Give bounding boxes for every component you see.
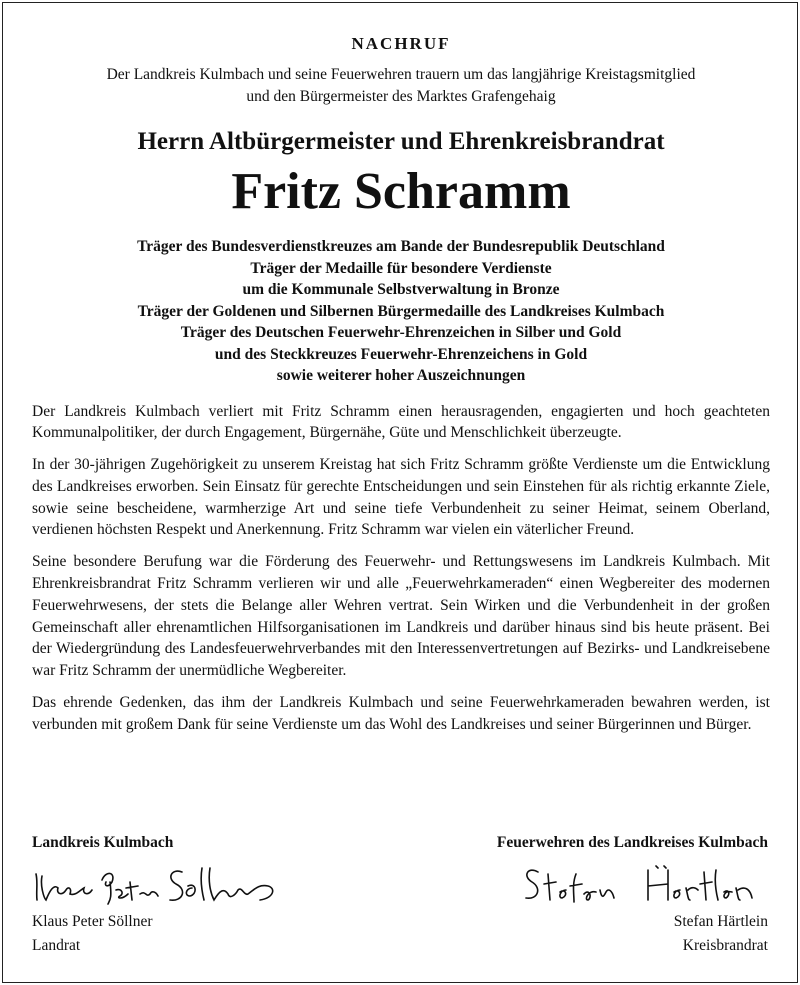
body-paragraph: In der 30-jährigen Zugehörigkeit zu unserem Kreistag hat sich Fritz Schramm größte Verdienste um die Entwicklung des Landkreises erworben. Sein Einsatz für gerechte Entscheidungen und sein Einstehen für als richtig erkannte Ziele, sowie seine bescheidene, warmherzige Art und seine tiefe Verbundenheit zu seiner Heimat, seinem Oberland, verdienen höchsten Respekt und Anerkennung. Fritz Schramm war vielen ein väterlicher Freund. xyxy=(32,456,770,539)
honor-line: Träger des Bundesverdienstkreuzes am Bande der Bundesrepublik Deutschland xyxy=(137,238,665,255)
signatory-left xyxy=(32,832,362,958)
body-paragraph: Das ehrende Gedenken, das ihm der Landkreis Kulmbach und seine Feuerwehrkameraden bewahren werden, ist verbunden mit großem Dank für seine Verdienste um das Wohl des Landkreises und seiner Bürgerinnen und Bürger. xyxy=(32,694,770,733)
honor-line: Träger des Deutschen Feuerwehr-Ehrenzeichen in Silber und Gold xyxy=(180,324,622,341)
page-heading: NACHRUF xyxy=(351,34,451,53)
signatory-name: Stefan Härtlein xyxy=(673,913,768,930)
signatory-name: Klaus Peter Söllner xyxy=(32,913,153,930)
signatory-right xyxy=(428,832,768,958)
signature-image-haertlein xyxy=(518,860,768,908)
obituary-body xyxy=(32,401,770,736)
signatory-org: Feuerwehren des Landkreises Kulmbach xyxy=(496,834,768,851)
signature-section xyxy=(32,832,768,972)
body-paragraph: Der Landkreis Kulmbach verliert mit Fritz Schramm einen herausragenden, engagierten und hoch geachteten Kommunalpolitiker, der durch Engagement, Bürgernähe, Güte und Menschlichkeit überzeugte. xyxy=(32,402,770,442)
honor-line: Träger der Goldenen und Silbernen Bürgermedaille des Landkreises Kulmbach xyxy=(137,302,665,320)
deceased-title: Herrn Altbürgermeister und Ehrenkreisbrandrat xyxy=(137,128,665,155)
honors-list xyxy=(32,236,770,387)
signatory-role: Landrat xyxy=(32,937,81,954)
intro-line: Der Landkreis Kulmbach und seine Feuerwehren trauern um das langjährige Kreistagsmitglied xyxy=(106,66,696,83)
honor-line: Träger der Medaille für besondere Verdienste xyxy=(250,259,552,277)
signature-label: Klaus Peter Söllner xyxy=(32,860,40,861)
signatory-role: Kreisbrandrat xyxy=(682,937,768,954)
body-paragraph: Seine besondere Berufung war die Förderung des Feuerwehr- und Rettungswesens im Landkreis Kulmbach. Mit Ehrenkreisbrandrat Fritz Schramm verlieren wir und alle „Feuerwehrkameraden“ einen Wegbereiter des modernen Feuerwehrwesens, der stets die Belange aller Wehren vertrat. Sein Wirken und die Verbundenheit in der großen Gemeinschaft aller ehrenamtlichen Hilfsorganisationen im Landkreis und darüber hinaus sind bis heute präsent. Bei der Wiedergründung des Landesfeuerwehrverbandes mit den Interessenvertretungen auf Bezirks- und Landkreisebene war Fritz Schramm der unermüdliche Wegbereiter. xyxy=(32,553,770,680)
intro-line: und den Bürgermeister des Marktes Grafengehaig xyxy=(246,88,556,105)
intro-text xyxy=(32,64,770,108)
signatory-org: Landkreis Kulmbach xyxy=(32,834,174,851)
honor-line: sowie weiterer hoher Auszeichnungen xyxy=(276,367,526,384)
deceased-name: Fritz Schramm xyxy=(231,163,571,220)
honor-line: um die Kommunale Selbstverwaltung in Bronze xyxy=(242,281,560,298)
signature-label: Stefan Härtlein xyxy=(518,860,525,861)
signature-image-soellner xyxy=(32,860,282,908)
honor-line: und des Steckkreuzes Feuerwehr-Ehrenzeichens in Gold xyxy=(214,345,588,363)
